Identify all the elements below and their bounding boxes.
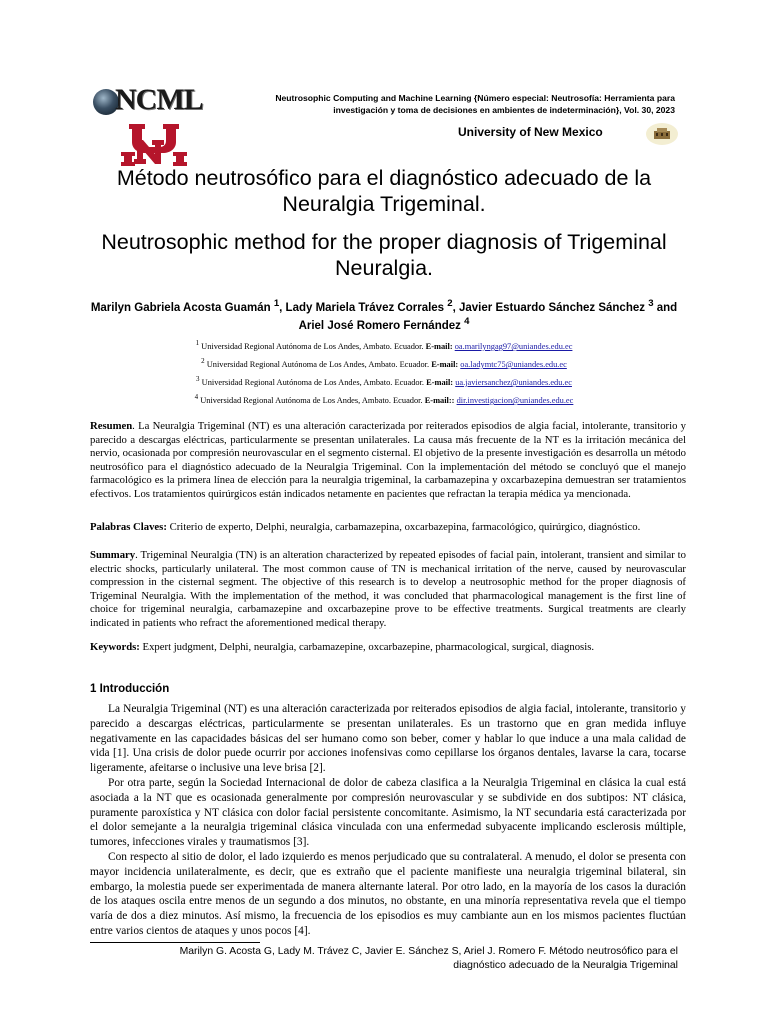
- keywords-spanish: [90, 521, 686, 535]
- author-sup: 1: [273, 298, 280, 309]
- title-spanish: Método neutrosófico para el diagnóstico adecuado de la Neuralgia Trigeminal.: [116, 166, 652, 216]
- author-name: Javier Estuardo Sánchez Sánchez: [459, 301, 645, 314]
- journal-header: Neutrosophic Computing and Machine Learning {Número especial: Neutrosofía: Herramienta para investigación y toma de decisiones en ambientes de indeterminación}, Vol. 30, 2023: [275, 93, 675, 115]
- affiliation-item: $^1$ Universidad Regional Autónoma de Los Andes, Ambato. Ecuador. E-mail: oa.marilyngag97@uniandes.edu.ec: [195, 339, 573, 351]
- author-name: Ariel José Romero Fernández: [298, 319, 461, 332]
- unm-logo-icon: [121, 122, 187, 166]
- keywords-text: Criterio de experto, Delphi, neuralgia, carbamazepina, oxcarbazepina, farmacológico, quirúrgico, diagnóstico.: [166, 521, 641, 533]
- ncml-logo-text: NCML: [115, 83, 203, 116]
- author-list: Marilyn Gabriela Acosta Guamán $^1$, Lady Mariela Trávez Corrales $^2$, Javier Estuardo Sánchez Sánchez $^3$ and Ariel José Romero Fernández $^4$: [90, 298, 678, 332]
- email-link[interactable]: dir.investigacion@uniandes.edu.ec: [456, 395, 574, 405]
- footer-divider: [90, 942, 260, 943]
- abstract-label: Summary: [90, 549, 136, 561]
- affiliation-item: $^3$ Universidad Regional Autónoma de Los Andes, Ambato. Ecuador. E-mail: ua.javiersanchez@uniandes.edu.ec: [196, 375, 572, 387]
- ncml-logo: [93, 85, 218, 119]
- section-heading: 1 Introducción: [90, 683, 170, 695]
- paragraph: Por otra parte, según la Sociedad Internacional de dolor de cabeza clasifica a la Neuralgia Trigeminal en clásica la cual está asociada a la NT que es ocasionada generalmente por compresión neurovascular y se subdivide en dos subtipos: NT clásica, puramente paroxística y NT clásica con dolor facial persistente concomitante. Asimismo, la NT secundaria está caracterizada por el dolor semejante a la neuralgia trigeminal clásica vinculada con una enfermedad subyacente implicando esclerosis múltiple, tumores, infecciones virales y traumatismos [3].: [90, 776, 686, 849]
- keywords-label: Keywords:: [90, 641, 140, 653]
- abstract-text: . Trigeminal Neuralgia (TN) is an alteration characterized by repeated episodes of facial pain, intolerant, transient and similar to electric shocks, particularly unilateral. The most common cause of TN is mechanical irritation of the nerve, caused by neurovascular compression in the cisternal segment. The objective of this research is to develop a neutrosophic method for the proper diagnosis of Trigeminal Neuralgia. With the implementation of the method, it was concluded that pharmacological management is the first line of choice for trigeminal neuralgia, carbamazepine and oxcarbazepine prove to be effective treatments. Surgical treatments are clearly indicated in patients who refract the aforementioned medical therapy.: [90, 549, 686, 629]
- building-icon: [645, 122, 679, 146]
- footer-line: Marilyn G. Acosta G, Lady M. Trávez C, Javier E. Sánchez S, Ariel J. Romero F. Método neutrosófico para el: [179, 946, 678, 957]
- keywords-label: Palabras Claves:: [90, 521, 167, 533]
- email-link[interactable]: oa.ladymtc75@uniandes.edu.ec: [460, 359, 567, 369]
- author-sup: 4: [464, 315, 470, 327]
- abstract-english: [90, 549, 686, 631]
- title-english: Neutrosophic method for the proper diagnosis of Trigeminal Neuralgia.: [101, 230, 667, 280]
- authors-and: and: [656, 301, 678, 314]
- paragraph: Con respecto al sitio de dolor, el lado izquierdo es menos perjudicado que su contralateral. A menudo, el dolor se presenta con mayor incidencia unilateralmente, es decir, que es extraño que el paciente manifieste una neuralgia trigeminal bilateral, sin embargo, la molestia puede ser experimentada de manera alternante lateral. Por otro lado, en la mayoría de los casos la duración de los ataques oscila entre menos de un segundo a dos minutos, no obstante, en una minoría representativa revela que el tiempo varía de dos a diez minutos. Así mismo, la frecuencia de los episodios es muy cambiante aun en los mismos pacientes fluctúan entre varios cientos de ataques y unos pocos [4].: [90, 850, 686, 937]
- author-sup: 3: [648, 298, 654, 309]
- page-footer: [78, 945, 678, 972]
- keywords-text: Expert judgment, Delphi, neuralgia, carbamazepine, oxcarbazepine, pharmacological, surgical, diagnosis.: [139, 641, 595, 653]
- author-name: Lady Mariela Trávez Corrales: [285, 301, 445, 314]
- footer-line: diagnóstico adecuado de la Neuralgia Trigeminal: [453, 959, 678, 971]
- keywords-english: [90, 641, 686, 655]
- abstract-spanish: [90, 420, 686, 502]
- author-name: Marilyn Gabriela Acosta Guamán: [90, 301, 271, 314]
- section-body: [90, 702, 686, 939]
- abstract-label: Resumen: [90, 420, 133, 432]
- abstract-text: . La Neuralgia Trigeminal (NT) es una alteración caracterizada por reiterados episodios de algia facial, intolerante, transitorio y parecido a descargas eléctricas, particularmente se presentan unilaterales. La causa más frecuente de la NT es la irritación mecánica del nervio, ocasionada por compresión neurovascular en el segmento cisternal. El objetivo de la presente investigación es desarrolla un método neutrosófico para el diagnóstico adecuado de la Neuralgia Trigeminal. Con la implementación del método se concluyó que el manejo farmacológico es la primera línea de elección para la neuralgia trigeminal, la carbamazepina y oxcarbazepina demuestran ser tratamientos efectivos. Los tratamientos quirúrgicos están indicados netamente en pacientes que refractan la terapia médica ya mencionada.: [90, 420, 686, 500]
- affiliation-list: [90, 336, 678, 408]
- university-name: University of New Mexico: [458, 125, 603, 139]
- email-link[interactable]: ua.javiersanchez@uniandes.edu.ec: [455, 377, 572, 387]
- author-sup: 2: [447, 298, 453, 309]
- email-link[interactable]: oa.marilyngag97@uniandes.edu.ec: [454, 341, 573, 351]
- affiliation-item: $^4$ Universidad Regional Autónoma de Los Andes, Ambato. Ecuador. E-mail:: dir.investigacion@uniandes.edu.ec: [194, 393, 574, 405]
- paragraph: La Neuralgia Trigeminal (NT) es una alteración caracterizada por reiterados episodios de algia facial, intolerante, transitorio y parecido a descargas eléctricas, particularmente se presentan unilaterales. Es un trastorno que en gran medida influye negativamente en las capacidades básicas del ser humano como son beber, comer y hablar lo que induce a una mala calidad de vida [1]. Una crisis de dolor puede ocurrir por acciones inofensivas como cepillarse los órganos dentales, lavarse la cara, tocarse ligeramente, afeitarse o inclusive una leve brisa [2].: [90, 703, 686, 775]
- affiliation-item: $^2$ Universidad Regional Autónoma de Los Andes, Ambato. Ecuador. E-mail: oa.ladymtc75@uniandes.edu.ec: [201, 357, 567, 369]
